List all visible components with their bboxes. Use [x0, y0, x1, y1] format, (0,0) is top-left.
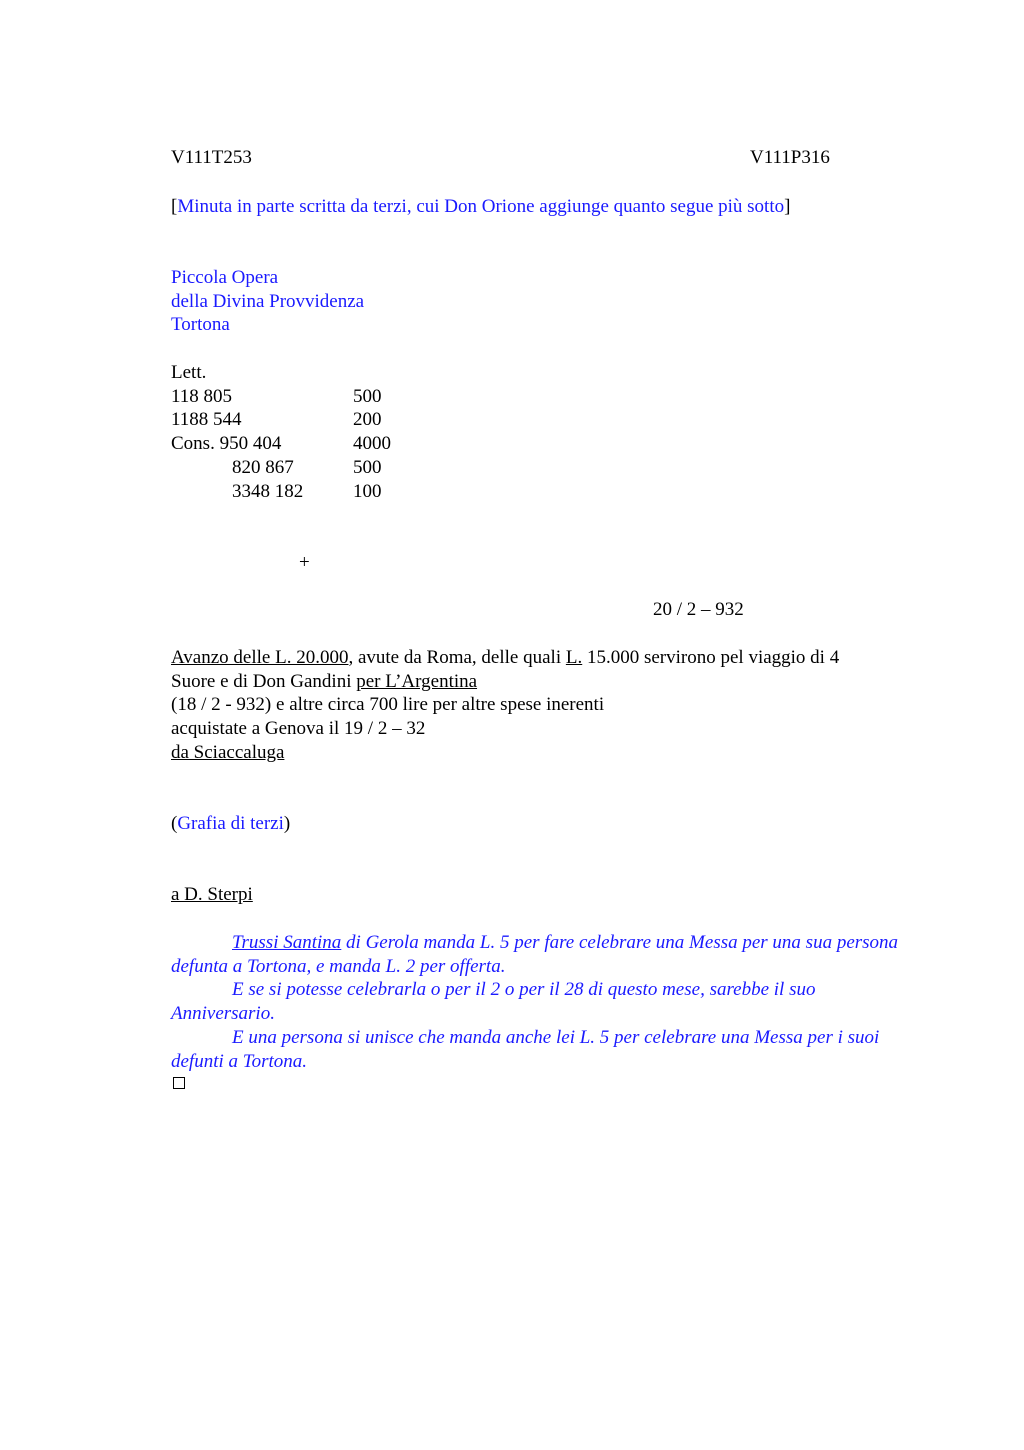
- avanzo-text: Suore e di Don Gandini: [171, 671, 357, 692]
- ledger-title: Lett.: [171, 362, 207, 383]
- ledger-row-amount: 4000: [353, 433, 391, 454]
- letter-date: 20 / 2 – 932: [653, 599, 744, 620]
- ledger-row-label: Cons. 950 404: [171, 433, 282, 454]
- bracket-close: ]: [784, 196, 791, 217]
- handwriting-note: [171, 812, 290, 836]
- message-paragraph-2: E se si potesse celebrarla o per il 2 o per il 28 di questo mese, sarebbe il suo Anniversario.: [171, 979, 816, 1024]
- letterhead-line-2: della Divina Provvidenza: [171, 291, 365, 312]
- avanzo-line-3: (18 / 2 - 932) e altre circa 700 lire per altre spese inerenti: [171, 694, 605, 715]
- ledger-row-amount: 100: [353, 481, 382, 502]
- cross-mark: +: [299, 552, 310, 573]
- letterhead-line-3: Tortona: [171, 314, 230, 335]
- ledger-row-label: 3348 182: [232, 481, 304, 502]
- avanzo-destination-underlined: per L’Argentina: [356, 671, 478, 692]
- editorial-note-text: Minuta in parte scritta da terzi, cui Don Orione aggiunge quanto segue più sotto: [177, 196, 785, 217]
- ledger-row-amount: 500: [353, 386, 382, 407]
- message-paragraph-1: [171, 931, 901, 979]
- avanzo-text: 15.000 servirono pel viaggio di 4: [582, 647, 840, 668]
- sender-name: Trussi Santina: [232, 932, 342, 953]
- ledger-row-label: 1188 544: [171, 409, 242, 430]
- avanzo-line-4: acquistate a Genova il 19 / 2 – 32: [171, 718, 426, 739]
- avanzo-text: , avute da Roma, delle quali: [348, 647, 566, 668]
- document-code-left: V111T253: [171, 147, 252, 168]
- bracket-open: [: [171, 196, 178, 217]
- avanzo-currency-underlined: L.: [565, 647, 583, 668]
- end-square-icon: [173, 1077, 185, 1089]
- paren-open: (: [171, 813, 178, 834]
- avanzo-amount-underlined: Avanzo delle L. 20.000: [171, 647, 349, 668]
- recipient: a D. Sterpi: [171, 884, 253, 905]
- handwriting-note-text: Grafia di terzi: [177, 813, 284, 834]
- avanzo-line-5: da Sciaccaluga: [171, 742, 285, 763]
- ledger-row-amount: 500: [353, 457, 382, 478]
- avanzo-line-2: [171, 670, 477, 694]
- ledger-row-amount: 200: [353, 409, 382, 430]
- ledger-row-label: 118 805: [171, 386, 233, 407]
- avanzo-line-1: [171, 646, 839, 670]
- letterhead-line-1: Piccola Opera: [171, 267, 279, 288]
- document-code-right: V111P316: [750, 147, 830, 168]
- editorial-note: [171, 195, 790, 219]
- message-paragraph-3: E una persona si unisce che manda anche lei L. 5 per celebrare una Messa per i suoi defunti a Tortona.: [171, 1027, 880, 1072]
- ledger-row-label: 820 867: [232, 457, 294, 478]
- paren-close: ): [283, 813, 291, 834]
- message-text: di Gerola manda L. 5 per fare celebrare una Messa per una sua persona defunta a Tortona, e manda L. 2 per offerta.: [171, 932, 899, 977]
